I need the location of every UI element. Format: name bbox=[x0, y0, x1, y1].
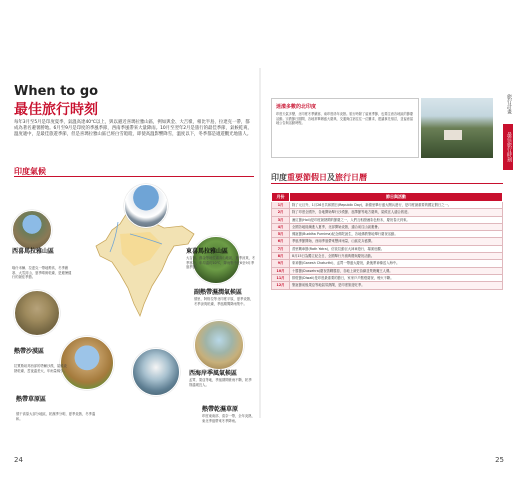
content-cell: 佛誕節(Buddha Purnima)紀念佛陀誕生，各地佛教聖地舉行慶祝活動。 bbox=[290, 231, 503, 238]
header-month: 月份 bbox=[272, 193, 290, 202]
table-row bbox=[272, 216, 503, 223]
calendar-title bbox=[271, 172, 367, 183]
region-title: 西海岸季風氣候區 bbox=[189, 370, 238, 377]
month-cell: 5月 bbox=[272, 231, 290, 238]
climate-section-title: 印度氣候 bbox=[14, 167, 46, 176]
region-title: 熱帶乾濕草原 bbox=[202, 406, 239, 413]
page-number: 24 bbox=[14, 456, 23, 464]
region-desc: 喀什米爾、拉達克一帶地勢高，冬季嚴寒、大雪封山，夏季晴朗乾燥，是避暑健行的最佳季節。 bbox=[12, 266, 72, 280]
month-cell: 12月 bbox=[272, 282, 290, 289]
month-cell: 6月 bbox=[272, 238, 290, 245]
table-row bbox=[272, 267, 503, 274]
table-row bbox=[272, 231, 503, 238]
content-cell: 十勝節(Dussehra)慶祝善戰勝惡，各地上演史詩劇並焚燒魔王人偶。 bbox=[290, 267, 503, 274]
photo-hill-station bbox=[421, 98, 493, 158]
content-cell: 季風季節開始，西南季風帶來豐沛雨量，山區花卉盛開。 bbox=[290, 238, 503, 245]
left-page bbox=[4, 68, 259, 464]
photo-desert-camel bbox=[14, 290, 60, 336]
region-title: 熱帶沙漠區 bbox=[14, 348, 45, 355]
table-row bbox=[272, 209, 503, 216]
calendar-title-holidays: 重要節假日 bbox=[287, 173, 327, 182]
header-content: 節日與活動 bbox=[290, 193, 503, 202]
calendar-title-calendar: 旅行日曆 bbox=[335, 173, 367, 182]
right-page bbox=[261, 68, 516, 464]
region-desc: 孟買、果亞等地，季風期間豪雨不斷，乾季則溫暖宜人。 bbox=[189, 378, 252, 387]
region-title: 東喜馬拉雅山區 bbox=[186, 248, 229, 255]
table-row bbox=[272, 253, 503, 260]
content-cell: 全國各地陸續進入夏季，北部開始炎熱，適合前往山區避暑。 bbox=[290, 223, 503, 230]
page-number: 25 bbox=[495, 456, 504, 464]
table-row bbox=[272, 282, 503, 289]
content-cell: 聖誕節前後果亞等地氣氛熱鬧，是印度旅遊旺季。 bbox=[290, 282, 503, 289]
region-title: 西喜馬拉雅山區 bbox=[12, 248, 55, 255]
table-row bbox=[272, 223, 503, 230]
side-tab-active: 最佳旅行時刻 bbox=[503, 124, 513, 170]
month-cell: 2月 bbox=[272, 209, 290, 216]
intro-paragraph: 每年3月至5月是印度夏季，氣溫高達40℃以上，與以避近喜瑪拉雅山區，例如與金、大吉嶺，相比半島，拉達克一帶，都成為著名避暑勝地。6月至9月是印度的季風季節，西南季風帶來大量降雨。10月至翌年2月是旅行的最佳季節，氣候乾爽、溫度適中，是最佳旅遊季節，但是喜瑪拉雅山區已經白雪皚皚，即使高溫影響降雪，溫度以下，冬季都是適遊觀光地旅人。 bbox=[14, 120, 252, 138]
region-title: 副熱帶濕潤氣候區 bbox=[194, 289, 243, 296]
content-cell: 象神節(Ganesh Chaturthi)，孟買一帶盛大慶祝，最後將神像送入海中。 bbox=[290, 260, 503, 267]
festival-table bbox=[271, 192, 503, 290]
title-zh: 最佳旅行時刻 bbox=[14, 102, 98, 118]
region-desc: 印度東南部、清奈一帶，全年炎熱，東北季風帶來冬季降雨。 bbox=[202, 414, 255, 423]
photo-west-himalaya bbox=[12, 210, 52, 250]
content-cell: 灑紅節(Holi)是印度最熱鬧的節慶之一，人們互相潑灑彩色粉末，慶祝春天到來。 bbox=[290, 216, 503, 223]
month-cell: 10月 bbox=[272, 267, 290, 274]
month-cell: 8月 bbox=[272, 253, 290, 260]
table-row bbox=[272, 202, 503, 209]
calendar-title-and: 及 bbox=[327, 173, 335, 182]
table-row bbox=[272, 238, 503, 245]
content-cell: 排燈節(Diwali)是印度最重要的節日，家家戶戶點燈慶祝，煙火不斷。 bbox=[290, 274, 503, 281]
content-cell: 除了印度全國外，各地開始舉行沙漠節、風箏節等地方慶典，氣候宜人適合旅遊。 bbox=[290, 209, 503, 216]
photo-house bbox=[444, 130, 462, 140]
table-row bbox=[272, 245, 503, 252]
month-cell: 9月 bbox=[272, 260, 290, 267]
side-tab bbox=[503, 94, 513, 194]
photo-boats bbox=[132, 348, 180, 396]
info-box-text: 印度天氣多變，北印度冬季嚴寒，南印度終年炎熱。旅行時除了留意季節，也要注意各地區的節慶活動。宗教節日期間，各地常舉辦盛大慶典，交通與住宿往往一位難求，建議事先預訂，並留意當地公告與活動時程。 bbox=[276, 112, 414, 125]
region-desc: 德里、阿格拉等北印度平原，夏季炎熱，冬季涼爽乾燥，季風期間降雨集中。 bbox=[194, 297, 254, 306]
photo-mountain-lake bbox=[124, 184, 168, 228]
region-title: 熱帶草原區 bbox=[16, 396, 47, 403]
region-desc: 德干高原大部分地區，乾濕季分明，夏季炎熱，冬季溫和。 bbox=[16, 412, 96, 421]
section-rule bbox=[14, 176, 254, 177]
month-cell: 1月 bbox=[272, 202, 290, 209]
table-row bbox=[272, 260, 503, 267]
table-row bbox=[272, 274, 503, 281]
table-header-row bbox=[272, 193, 503, 202]
photo-temple bbox=[194, 320, 244, 370]
content-cell: 8月15日為獨立紀念日，全國舉行升旗典禮與慶祝活動。 bbox=[290, 253, 503, 260]
side-tab-label: 旅行計畫 bbox=[506, 94, 512, 114]
region-desc: 大吉嶺、錫金等地位處高山地區，夏季涼爽，冬季寒冷，年均溫約10℃，降雨集中在6至9月季風季節。 bbox=[186, 256, 256, 270]
calendar-rule bbox=[271, 183, 503, 184]
title-en: When to go bbox=[14, 84, 99, 99]
info-box-title: 迷漾多數的北印度 bbox=[276, 104, 317, 110]
photo-fort bbox=[60, 336, 114, 390]
info-box bbox=[271, 98, 419, 158]
month-cell: 7月 bbox=[272, 245, 290, 252]
region-desc: 拉賈斯坦邦西部的塔爾沙漠，氣候炎熱乾燥，晝夜溫差大，年雨量稀少。 bbox=[14, 364, 67, 373]
content-cell: 除了元旦外，1月26日共和國日(Republic Day)，新德里舉行盛大閱兵遊行，是印度最重要的國定假日之一。 bbox=[290, 202, 503, 209]
month-cell: 3月 bbox=[272, 216, 290, 223]
month-cell: 4月 bbox=[272, 223, 290, 230]
month-cell: 11月 bbox=[272, 274, 290, 281]
calendar-title-prefix: 印度 bbox=[271, 173, 287, 182]
content-cell: 普里戰車節(Rath Yatra)，信徒拉動巨大神車遊行，場面壯觀。 bbox=[290, 245, 503, 252]
